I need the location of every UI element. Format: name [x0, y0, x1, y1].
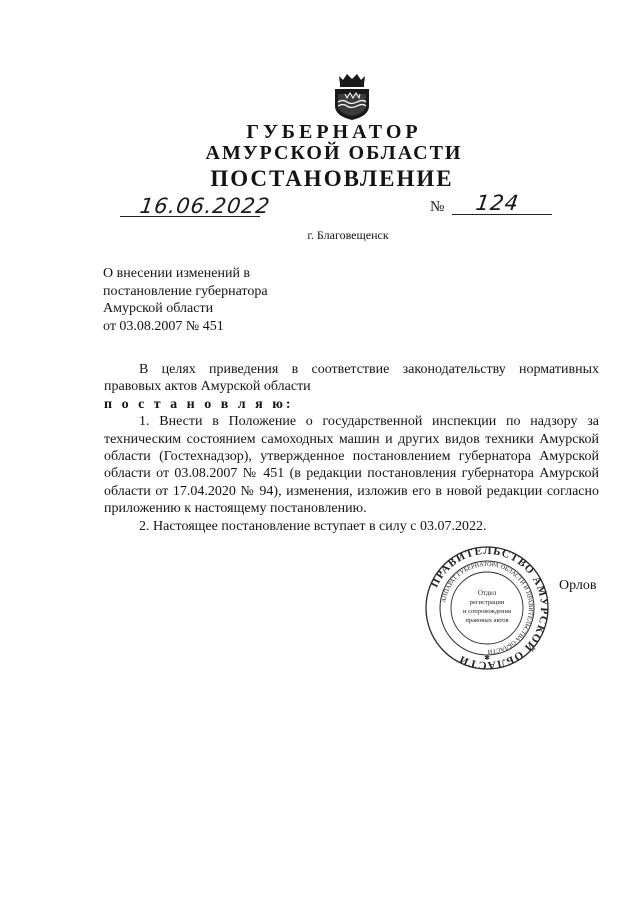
header-region: АМУРСКОЙ ОБЛАСТИ — [205, 142, 463, 164]
stamp-center-line: правовых актов — [465, 617, 509, 624]
header-governor: ГУБЕРНАТОР — [246, 121, 422, 143]
decree-word: п о с т а н о в л я ю: — [104, 396, 294, 412]
date-underline — [120, 216, 260, 217]
preamble-paragraph: В целях приведения в соответствие законодательству нормативных правовых актов Амурской области — [104, 362, 599, 395]
stamp-center-line: регистрации — [469, 599, 505, 606]
document-number: 124 — [474, 191, 521, 215]
subject-line: Амурской области — [103, 301, 214, 316]
stamp-outer-text: ПРАВИТЕЛЬСТВО АМУРСКОЙ ОБЛАСТИ — [428, 545, 550, 671]
stamp-center-line: и сопровождения — [463, 608, 511, 615]
subject-line: О внесении изменений в — [103, 266, 251, 281]
stamp-star-icon: ✱ — [484, 654, 490, 662]
document-type-title: ПОСТАНОВЛЕНИЕ — [210, 166, 454, 191]
subject-block — [103, 265, 363, 335]
coat-of-arms-emblem — [329, 70, 375, 122]
number-underline — [452, 214, 552, 215]
item-2-paragraph: 2. Настоящее постановление вступает в силу с 03.07.2022. — [139, 518, 487, 534]
document-body — [104, 361, 599, 535]
signatory-name: Орлов — [559, 578, 597, 593]
document-date: 16.06.2022 — [138, 194, 272, 218]
city-label: г. Благовещенск — [307, 228, 389, 242]
subject-line: постановление губернатора — [103, 283, 268, 299]
stamp-inner-ring-text: АППАРАТ ГУБЕРНАТОРА ОБЛАСТИ И ПРАВИТЕЛЬСТВА ОБЛАСТИ — [440, 560, 535, 656]
official-stamp — [424, 545, 550, 671]
stamp-center-line: Отдел — [477, 589, 497, 597]
subject-line: от 03.08.2007 № 451 — [103, 318, 224, 334]
number-sign: № — [430, 199, 445, 215]
item-1-paragraph: 1. Внести в Положение о государственной инспекции по надзору за техническим состоянием самоходных машин и других видов техники Амурской области (Гостехнадзор), утвержденное постановлением губернатора Амурской области от 03.08.2007 № 451 (в редакции постановления губернатора Амурской области от 17.04.2020 № 94), изменения, изложив его в новой редакции согласно приложению к настоящему постановлению. — [104, 414, 599, 517]
